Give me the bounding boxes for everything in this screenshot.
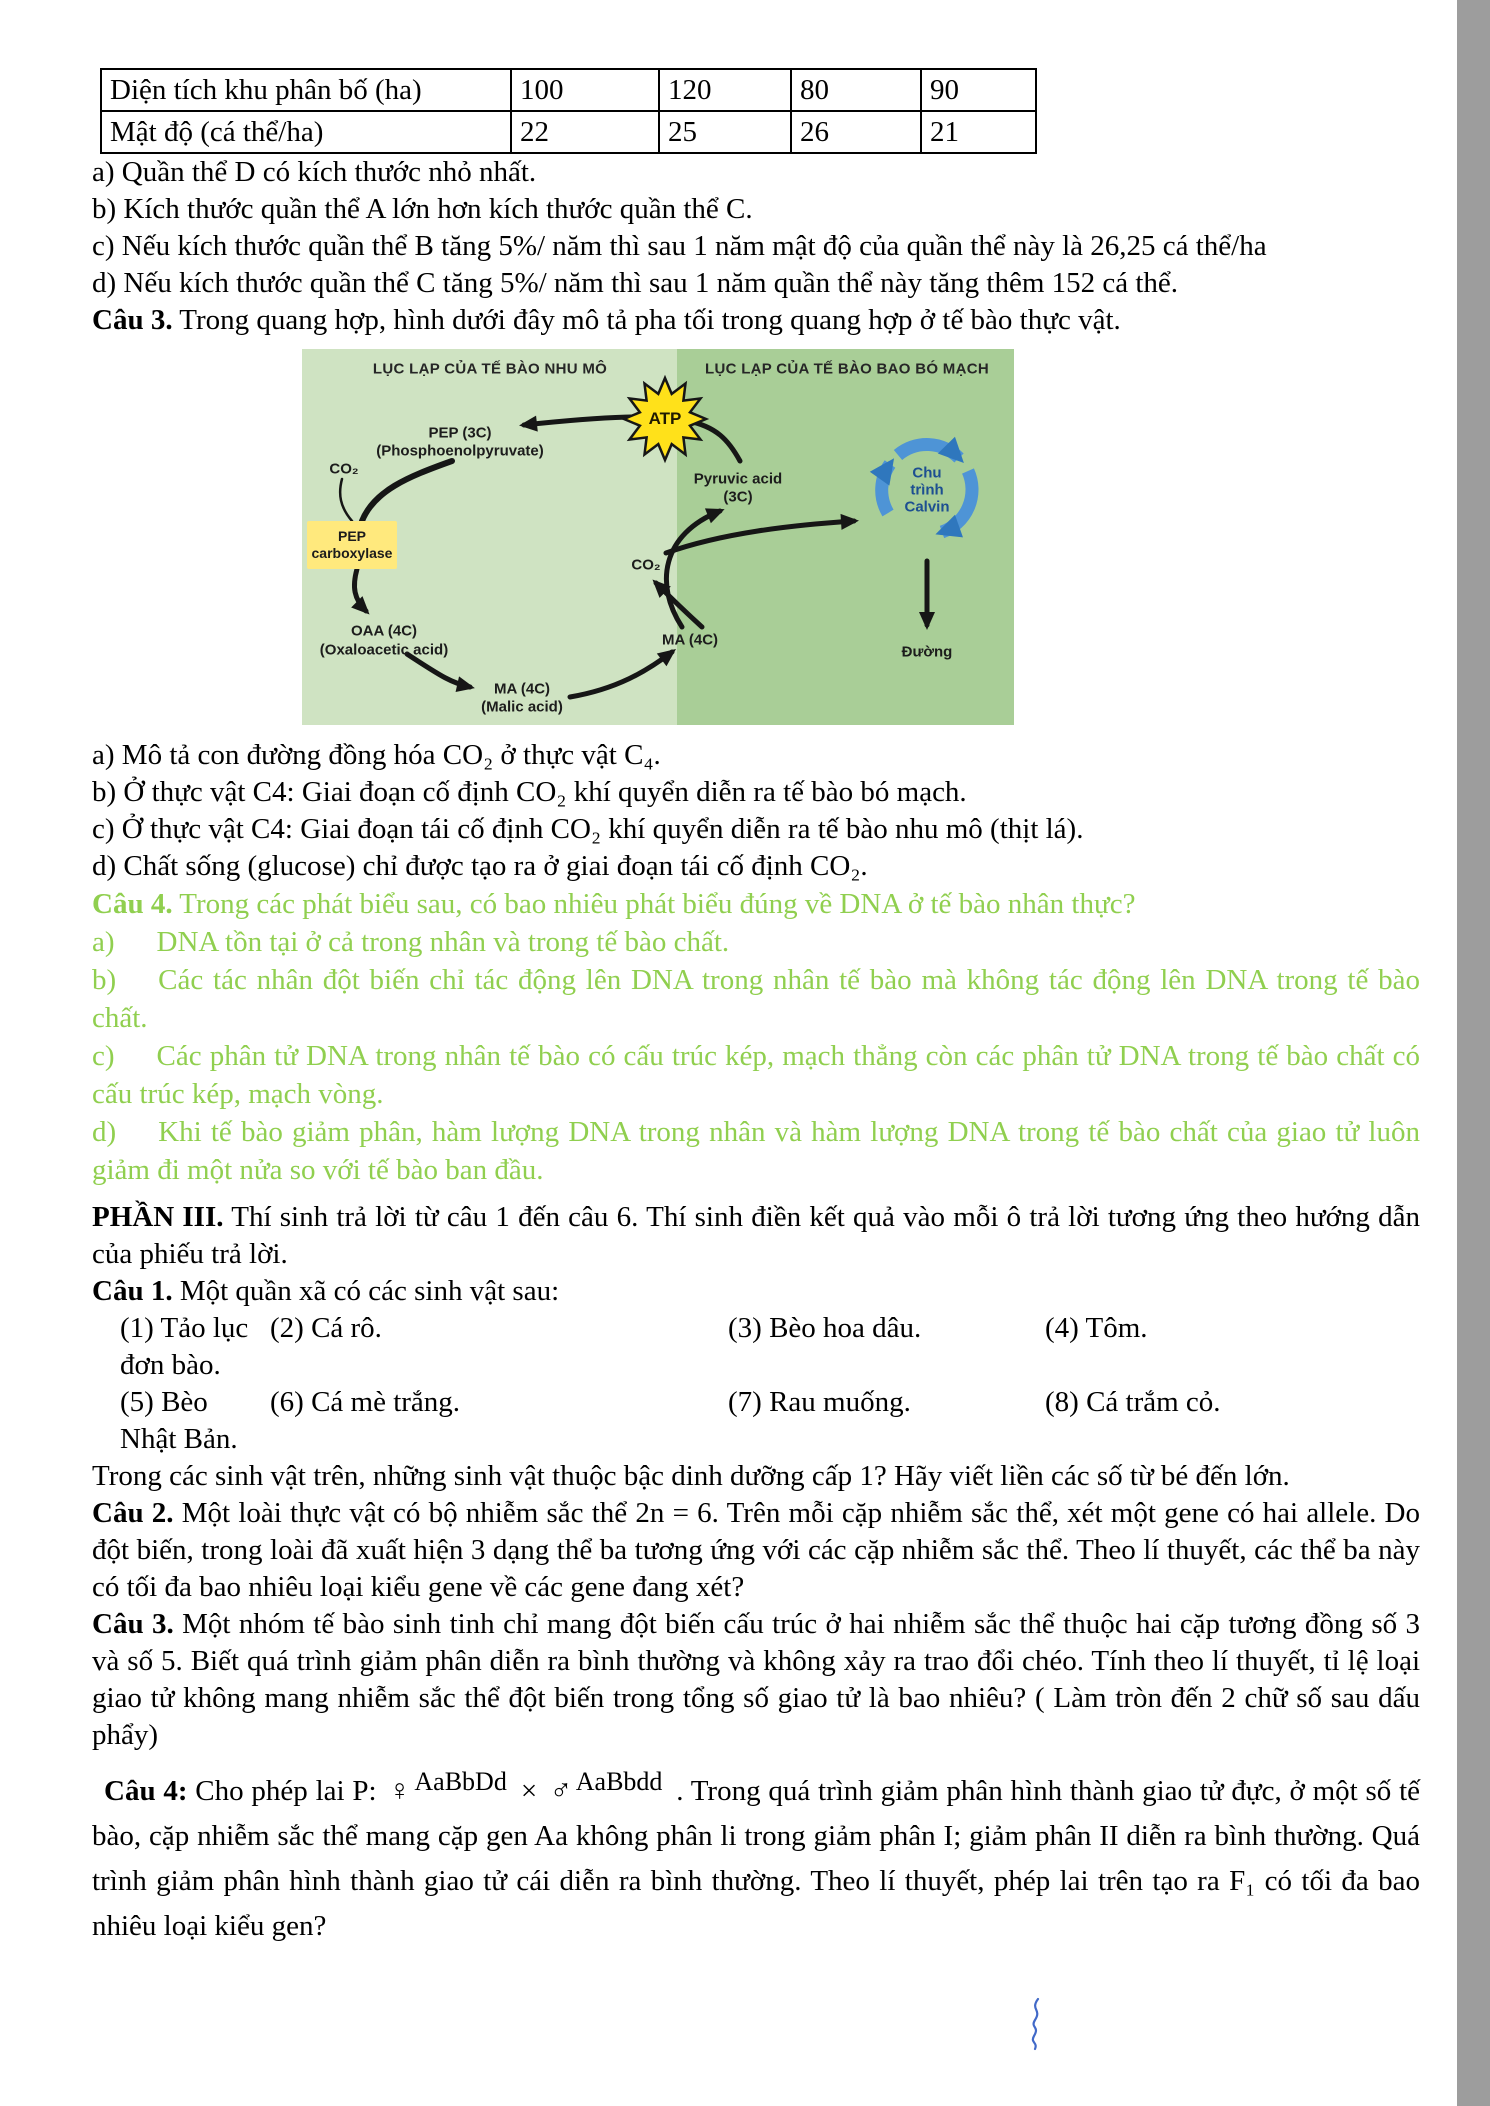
p3-question-1-label: Câu 1. <box>92 1275 173 1307</box>
population-table <box>100 68 1037 154</box>
organism-1: (1) Tảo lục đơn bào. <box>120 1312 249 1381</box>
statement-q2-d: d) Nếu kích thước quần thể C tăng 5%/ năm thì sau 1 năm quần thể này tăng thêm 152 cá thể. <box>92 267 1179 299</box>
c4-photosynthesis-diagram <box>302 349 1014 737</box>
part-3-header <box>92 1199 1420 1273</box>
p3-question-1-question: Trong các sinh vật trên, những sinh vật thuộc bậc dinh dưỡng cấp 1? Hãy viết liền các số từ bé đến lớn. <box>92 1460 1290 1492</box>
diagram-arrows <box>302 349 1014 737</box>
arrow-oaa-to-malic <box>407 654 470 687</box>
bundle-sheath-panel-header: LỤC LẠP CỦA TẾ BÀO BAO BÓ MẠCH <box>705 360 989 378</box>
item-d-text: Khi tế bào giảm phân, hàm lượng DNA trong nhân và hàm lượng DNA trong tế bào chất của giao tử luôn giảm đi một nửa so với tế bào ban đầu. <box>92 1116 1420 1186</box>
area-value-a: 100 <box>511 69 659 111</box>
item-b-letter: b) <box>92 964 117 996</box>
organism-2: (2) Cá rô. <box>270 1312 382 1344</box>
pep-fullname-label: (Phosphoenolpyruvate) <box>376 442 544 460</box>
part-3-label: PHẦN III. <box>92 1201 224 1233</box>
density-value-d: 21 <box>921 111 1036 153</box>
item-d-letter: d) <box>92 1116 117 1148</box>
part-3-text: Thí sinh trả lời từ câu 1 đến câu 6. Thí sinh điền kết quả vào mỗi ô trả lời tương ứng theo hướng dẫn của phiếu trả lời. <box>92 1201 1421 1270</box>
item-a-text: DNA tồn tại ở cả trong nhân và trong tế bào chất. <box>156 926 730 958</box>
p3-question-4 <box>92 1768 1420 1949</box>
malic-right-label: MA (4C) <box>661 631 719 649</box>
female-genotype: AaBbDd <box>414 1767 507 1796</box>
line-pep-to-carboxylase <box>362 461 452 521</box>
female-symbol: ♀ <box>388 1774 412 1807</box>
p3-question-2 <box>92 1495 1420 1606</box>
statement-q3-b: b) Ở thực vật C4: Giai đoạn cố định CO₂ khí quyển diễn ra tế bào bó mạch. <box>92 776 967 808</box>
density-value-b: 25 <box>659 111 791 153</box>
p3-question-3-text: Một nhóm tế bào sinh tinh chỉ mang đột biến cấu trúc ở hai nhiễm sắc thể thuộc hai cặp tương đồng số 3 và số 5. Biết quá trình giảm phân diễn ra bình thường và không xảy ra trao đổi chéo. Tính theo lí thuyết, tỉ lệ loại giao tử không mang nhiễm sắc thể đột biến trong tổng số giao tử là bao nhiêu? ( Làm tròn đến 2 chữ số sau dấu phẩy) <box>92 1608 1420 1751</box>
pyruvic-acid-c-label: (3C) <box>723 488 753 506</box>
statement-q3-d: d) Chất sống (glucose) chỉ được tạo ra ở giai đoạn tái cố định CO₂. <box>92 850 868 882</box>
question-4-item-d <box>92 1113 1420 1189</box>
p3-question-4-pre: Cho phép lai P: <box>187 1775 385 1807</box>
question-4-text: Trong các phát biểu sau, có bao nhiêu phát biểu đúng về DNA ở tế bào nhân thực? <box>172 888 1136 920</box>
p3-question-1-intro <box>92 1273 1420 1310</box>
row-label-density: Mật độ (cá thể/ha) <box>101 111 511 153</box>
arrow-malic-left-to-right <box>570 652 672 697</box>
organism-3: (3) Bèo hoa dâu. <box>728 1312 922 1344</box>
organism-7: (7) Rau muống. <box>728 1386 911 1418</box>
oaa-fullname-label: (Oxaloacetic acid) <box>319 641 449 659</box>
item-c-text: Các phân tử DNA trong nhân tế bào có cấu trúc kép, mạch thẳng còn các phân tử DNA trong tế bào chất có cấu trúc kép, mạch vòng. <box>92 1040 1420 1110</box>
question-3-label: Câu 3. <box>92 304 173 336</box>
malic-left-label: MA (4C) <box>493 680 551 698</box>
question-4-green-section <box>92 885 1420 1189</box>
statement-q3-a: a) Mô tả con đường đồng hóa CO₂ ở thực vật C₄. <box>92 739 661 771</box>
table-row-density <box>101 111 1036 153</box>
organism-8: (8) Cá trắm cỏ. <box>1045 1386 1221 1418</box>
p3-question-4-post: . Trong quá trình giảm phân hình thành giao tử đực, ở một số tế bào, cặp nhiễm sắc thể mang cặp gen Aa không phân li trong giảm phân I; giảm phân II diễn ra bình thường. Quá trình giảm phân hình thành giao tử cái diễn ra bình thường. Theo lí thuyết, phép lai trên tạo ra F₁ có tối đa bao nhiêu loại kiểu gen? <box>92 1775 1421 1942</box>
malic-left-fullname-label: (Malic acid) <box>481 698 563 716</box>
question-4-label: Câu 4. <box>92 888 173 920</box>
co2-left-label: CO₂ <box>329 460 359 478</box>
calvin-line1: Chu <box>912 464 942 482</box>
mesophyll-panel-header: LỤC LẠP CỦA TẾ BÀO NHU MÔ <box>372 360 608 378</box>
question-4-item-a <box>92 923 1420 961</box>
table-row-area <box>101 69 1036 111</box>
p3-question-3 <box>92 1606 1420 1754</box>
p3-question-4-label: Câu 4: <box>104 1775 188 1807</box>
pep-carboxylase-line1: PEP <box>337 528 366 544</box>
co2-right-label: CO₂ <box>631 556 661 574</box>
statement-q3-c: c) Ở thực vật C4: Giai đoạn tái cố định CO₂ khí quyển diễn ra tế bào nhu mô (thịt lá). <box>92 813 1084 845</box>
calvin-line2: trình <box>910 481 944 499</box>
item-c-letter: c) <box>92 1040 115 1072</box>
pep-label: PEP (3C) <box>428 424 492 442</box>
question-4-item-b <box>92 961 1420 1037</box>
question-4-intro <box>92 885 1420 923</box>
organism-6: (6) Cá mè trắng. <box>270 1386 461 1418</box>
statement-q2-c: c) Nếu kích thước quần thể B tăng 5%/ năm thì sau 1 năm mật độ của quần thể này là 26,25 cá thể/ha <box>92 230 1267 262</box>
question-3-intro <box>92 302 1420 339</box>
pep-carboxylase-line2: carboxylase <box>311 545 393 561</box>
pep-carboxylase-box <box>307 521 397 569</box>
p3-question-2-text: Một loài thực vật có bộ nhiễm sắc thể 2n = 6. Trên mỗi cặp nhiễm sắc thể, xét một gene có hai allele. Do đột biến, trong loài đã xuất hiện 3 dạng thể ba tương ứng với các cặp nhiễm sắc thể. Theo lí thuyết, các thể ba này có tối đa bao nhiêu loại kiểu gene về các gene đang xét? <box>92 1497 1421 1603</box>
arrow-malic-to-pyruvic <box>666 511 720 627</box>
calvin-line3: Calvin <box>904 498 950 516</box>
pyruvic-acid-label: Pyruvic acid <box>693 470 783 488</box>
question-3-text: Trong quang hợp, hình dưới đây mô tả pha tối trong quang hợp ở tế bào thực vật. <box>172 304 1121 336</box>
area-value-c: 80 <box>791 69 921 111</box>
male-symbol: ♂ <box>549 1774 573 1807</box>
cross-sign: × <box>520 1775 538 1807</box>
density-value-a: 22 <box>511 111 659 153</box>
area-value-b: 120 <box>659 69 791 111</box>
organism-4: (4) Tôm. <box>1045 1312 1148 1344</box>
statement-q2-a: a) Quần thể D có kích thước nhỏ nhất. <box>92 156 537 188</box>
statement-q2-b: b) Kích thước quần thể A lớn hơn kích thước quần thể C. <box>92 193 753 225</box>
item-b-text: Các tác nhân đột biến chỉ tác động lên DNA trong nhân tế bào mà không tác động lên DNA trong tế bào chất. <box>92 964 1420 1034</box>
organism-5: (5) Bèo Nhật Bản. <box>120 1386 238 1455</box>
question-4-item-c <box>92 1037 1420 1113</box>
male-genotype: AaBbdd <box>575 1767 663 1796</box>
watermark-scribble-icon <box>1022 1996 1052 2052</box>
p3-question-2-label: Câu 2. <box>92 1497 174 1529</box>
organism-list <box>120 1310 1420 1458</box>
line-co2-into-carboxylase <box>340 479 352 521</box>
item-a-letter: a) <box>92 926 115 958</box>
p3-question-3-label: Câu 3. <box>92 1608 174 1640</box>
atp-label: ATP <box>648 409 682 428</box>
p3-question-1-text: Một quần xã có các sinh vật sau: <box>172 1275 560 1307</box>
area-value-d: 90 <box>921 69 1036 111</box>
density-value-c: 26 <box>791 111 921 153</box>
arrow-carboxylase-to-oaa <box>354 569 366 611</box>
row-label-area: Diện tích khu phân bố (ha) <box>101 69 511 111</box>
calvin-cycle-label <box>904 465 949 516</box>
sugar-label: Đường <box>901 643 953 661</box>
oaa-label: OAA (4C) <box>350 622 418 640</box>
